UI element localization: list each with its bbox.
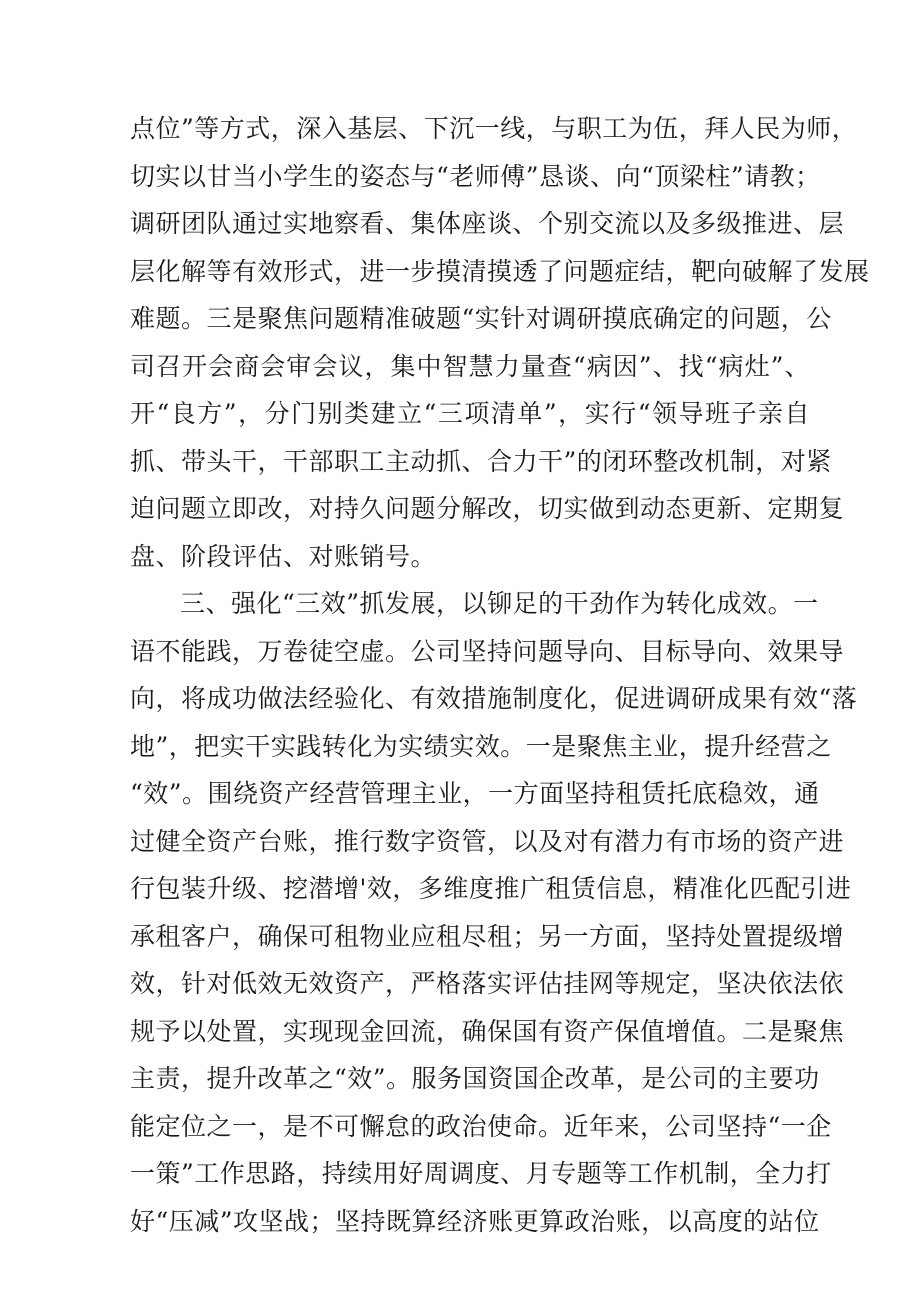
text-line: 地”，把实干实践转化为实绩实效。一是聚焦主业，提升经营之 bbox=[130, 731, 832, 761]
text-line: 承租客户，确保可租物业应租尽租；另一方面，坚持处置提级增 bbox=[130, 921, 845, 951]
text-line: 能定位之一，是不可懈怠的政治使命。近年来，公司坚持“一企 bbox=[130, 1111, 832, 1141]
paragraph-1 bbox=[130, 105, 870, 580]
text-line: 三、强化“三效”抓发展，以铆足的干劲作为转化成效。一 bbox=[180, 589, 819, 618]
text-line: 迫问题立即改，对持久问题分解改，切实做到动态更新、定期复 bbox=[130, 494, 845, 523]
text-line: “效”。围绕资产经营管理主业，一方面坚持租赁托底稳效，通 bbox=[130, 779, 820, 808]
text-line: 难题。三是聚焦问题精准破题“实针对调研摸底确定的问题，公 bbox=[130, 304, 832, 333]
text-line: 一策”工作思路，持续用好周调度、月专题等工作机制，全力打 bbox=[130, 1159, 832, 1188]
text-line: 向，将成功做法经验化、有效措施制度化，促进调研成果有效“落 bbox=[130, 684, 858, 713]
text-line: 点位”等方式，深入基层、下沉一线，与职工为伍，拜人民为师， bbox=[130, 114, 858, 143]
text-line: 效，针对低效无效资产，严格落实评估挂网等规定，坚决依法依 bbox=[130, 969, 845, 998]
text-line: 开“良方”，分门别类建立“三项清单”，实行“领导班子亲自 bbox=[130, 399, 810, 428]
text-line: 主责，提升改革之“效”。服务国资国企改革，是公司的主要功 bbox=[130, 1064, 820, 1093]
text-line: 行包装升级、挖潜增'效，多维度推广租赁信息，精准化匹配引进 bbox=[130, 874, 852, 903]
text-line: 盘、阶段评估、对账销号。 bbox=[130, 541, 437, 571]
text-line: 过健全资产台账，推行数字资管，以及对有潜力有市场的资产进 bbox=[130, 826, 845, 856]
text-line: 层化解等有效形式，进一步摸清摸透了问题症结，靶向破解了发展 bbox=[130, 256, 870, 286]
text-line: 司召开会商会审会议，集中智慧力量查“病因”、找“病灶”、 bbox=[130, 351, 810, 381]
text-line: 调研团队通过实地察看、集体座谈、个别交流以及多级推进、层 bbox=[130, 209, 845, 238]
text-line: 语不能践，万卷徒空虚。公司坚持问题导向、目标导向、效果导 bbox=[130, 636, 845, 666]
text-line: 抓、带头干，干部职工主动抓、合力干”的闭环整改机制，对紧 bbox=[130, 446, 832, 476]
paragraph-2 bbox=[130, 580, 858, 1245]
text-line: 好“压减”攻坚战；坚持既算经济账更算政治账，以高度的站位 bbox=[130, 1206, 820, 1236]
text-line: 规予以处置，实现现金回流，确保国有资产保值增值。二是聚焦 bbox=[130, 1016, 845, 1046]
document-body bbox=[130, 105, 870, 1245]
text-line: 切实以甘当小学生的姿态与“老师傅”恳谈、向“顶梁柱”请教； bbox=[130, 161, 821, 191]
